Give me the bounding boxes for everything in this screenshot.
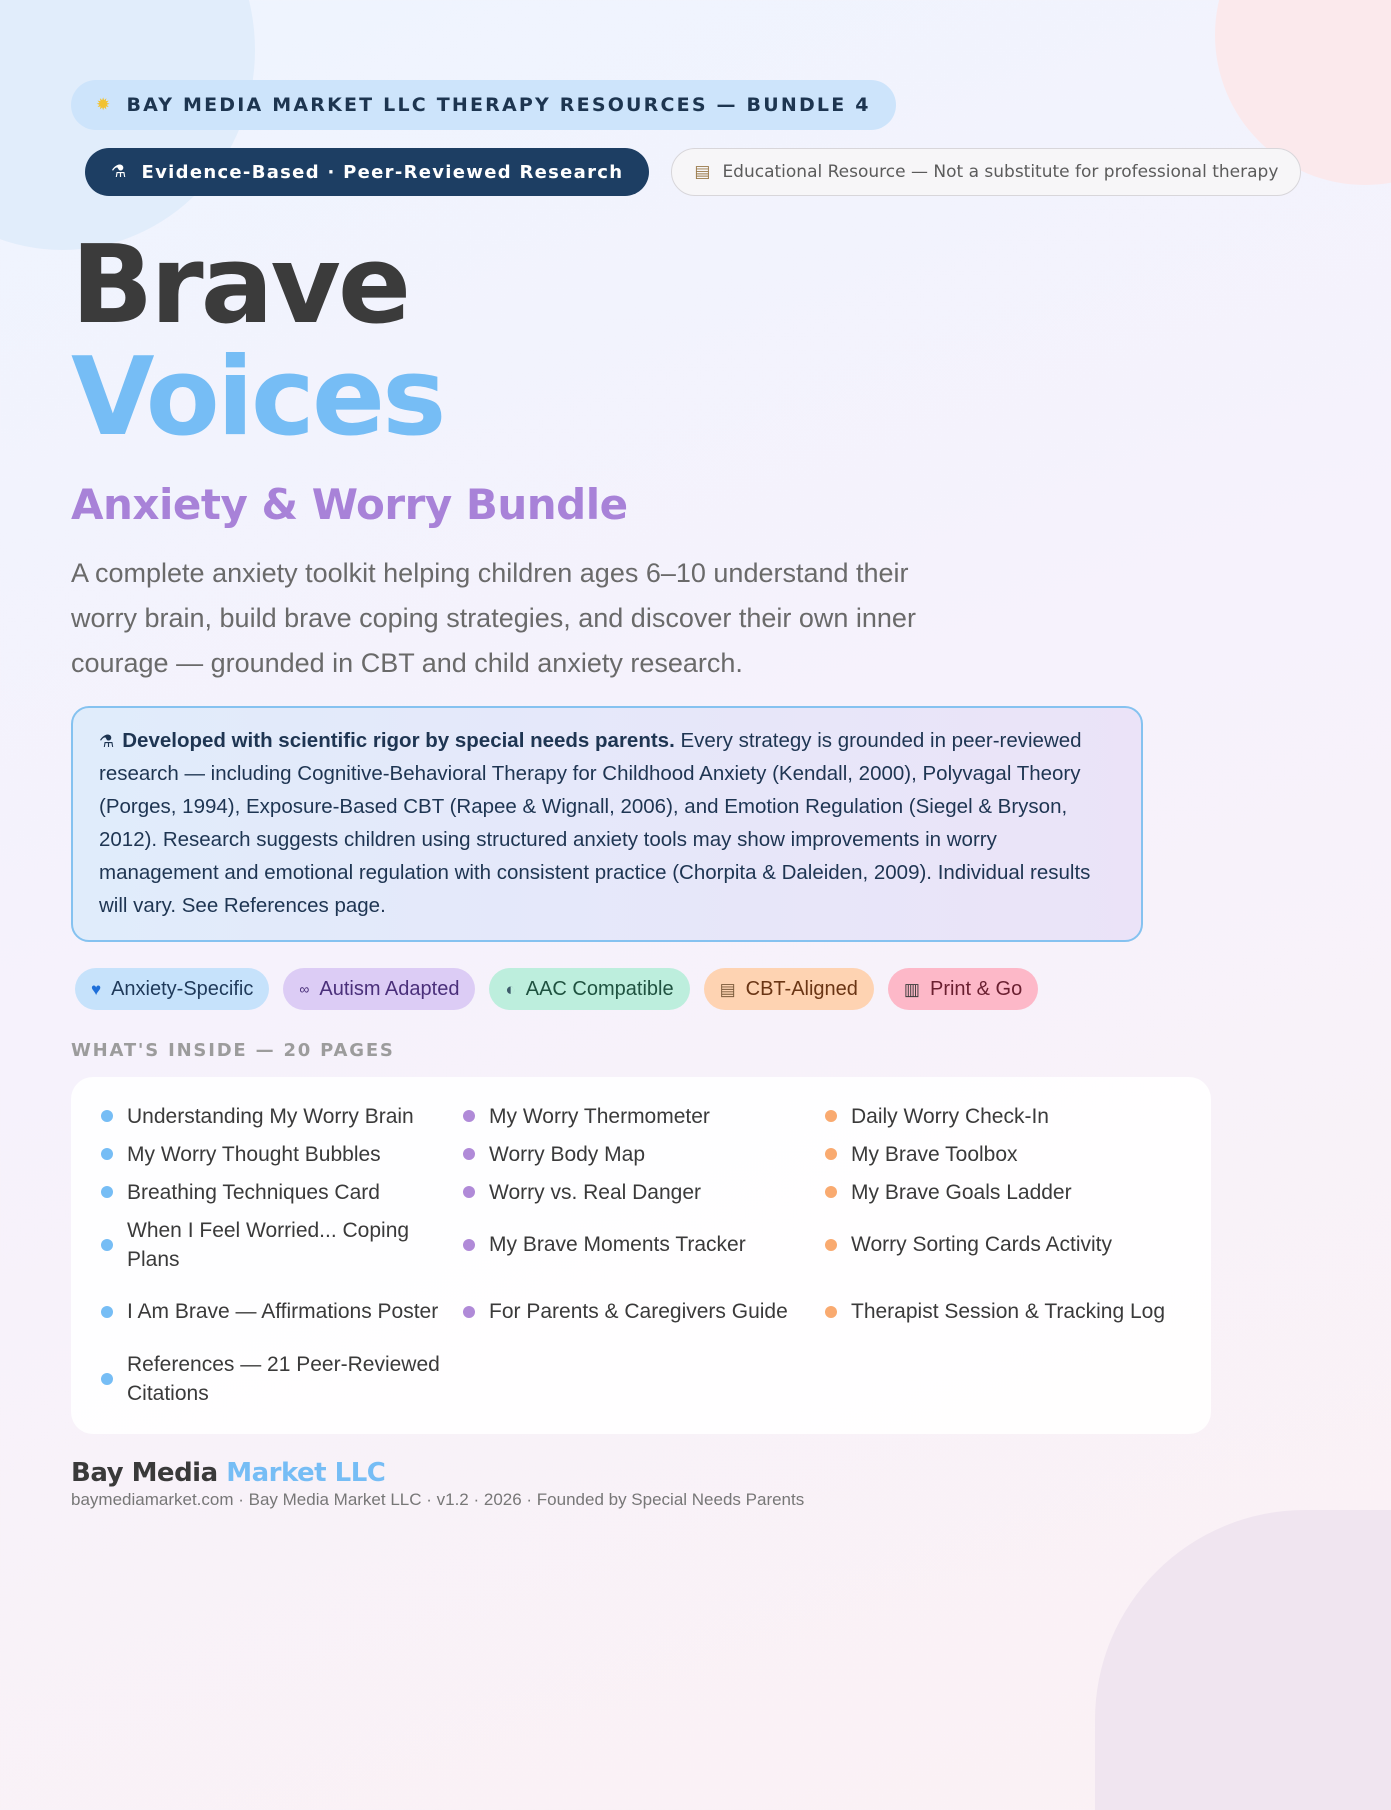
bullet-dot: [101, 1239, 113, 1251]
tag-label: Anxiety-Specific: [111, 977, 254, 1000]
disclaimer-badge: [671, 148, 1301, 196]
decorative-blob-bottom-right: [1095, 1510, 1391, 1810]
bullet-dot: [825, 1110, 837, 1122]
research-note-bold: Developed with scientific rigor by special needs parents.: [122, 729, 675, 752]
list-item: [825, 1211, 1187, 1278]
bullet-dot: [463, 1186, 475, 1198]
research-note-body: Every strategy is grounded in peer-reviewed research — including Cognitive-Behavioral Therapy for Childhood Anxiety (Kendall, 2000), Polyvagal Theory (Porges, 1994), Exposure-Based CBT (Rapee & Wignall, 2006), and Emotion Regulation (Siegel & Bryson, 2012). Research suggests children using structured anxiety tools may show improvements in worry management and emotional regulation with consistent practice (Chorpita & Daleiden, 2009). Individual results will vary. See References page.: [99, 729, 1091, 917]
bullet-dot: [463, 1306, 475, 1318]
bullet-dot: [101, 1186, 113, 1198]
list-item-label: Understanding My Worry Brain: [127, 1104, 414, 1128]
inside-column-2: [463, 1097, 825, 1412]
evidence-badge: [85, 148, 649, 196]
whats-inside-card: [71, 1077, 1211, 1434]
list-item-label: My Worry Thermometer: [489, 1104, 710, 1128]
list-item-label: Worry Body Map: [489, 1142, 645, 1166]
list-item-label: Worry vs. Real Danger: [489, 1180, 702, 1204]
list-item: [825, 1097, 1187, 1135]
tag-label: CBT-Aligned: [745, 977, 858, 1000]
list-item: [463, 1097, 825, 1135]
printer-icon: ▥: [903, 979, 920, 999]
footer-brand-name: Bay Media: [71, 1458, 227, 1488]
bundle-description: A complete anxiety toolkit helping children ages 6–10 understand their worry brain, build brave coping strategies, and discover their own inner courage — grounded in CBT and child anxiety research.: [71, 558, 916, 678]
list-item: [463, 1135, 825, 1173]
badge-row: [85, 148, 1311, 196]
microscope-icon: ⚗: [111, 161, 128, 182]
list-item: [463, 1173, 825, 1211]
tag-anxiety-specific: [75, 968, 269, 1010]
microscope-icon: ⚗: [99, 732, 115, 751]
whats-inside-label: WHAT'S INSIDE — 20 PAGES: [71, 1040, 395, 1061]
list-item-label: Worry Sorting Cards Activity: [851, 1233, 1113, 1256]
bullet-dot: [825, 1148, 837, 1160]
bullet-dot: [825, 1306, 837, 1318]
list-item-label: My Worry Thought Bubbles: [127, 1142, 381, 1166]
list-item: [101, 1211, 463, 1278]
lightbulb-icon: ✹: [96, 94, 113, 115]
list-item-label: Therapist Session & Tracking Log: [851, 1300, 1165, 1323]
clipboard-icon: ▤: [694, 161, 711, 182]
list-item: [825, 1173, 1187, 1211]
tag-label: Autism Adapted: [319, 977, 460, 1000]
list-item: [101, 1345, 463, 1412]
tag-aac-compatible: [489, 968, 689, 1010]
list-item-label: I Am Brave — Affirmations Poster: [127, 1300, 439, 1323]
list-item-label: My Brave Toolbox: [851, 1142, 1018, 1166]
bullet-dot: [101, 1306, 113, 1318]
list-item-label: References — 21 Peer-Reviewed Citations: [127, 1352, 440, 1405]
research-note: [71, 706, 1143, 942]
list-item: [101, 1173, 463, 1211]
bullet-dot: [101, 1373, 113, 1385]
tag-label: Print & Go: [929, 977, 1023, 1000]
bundle-banner: [71, 80, 896, 130]
list-item: [463, 1278, 825, 1345]
clipboard-icon: ▤: [719, 979, 736, 999]
bundle-subtitle: Anxiety & Worry Bundle: [71, 480, 628, 529]
bullet-dot: [825, 1239, 837, 1251]
footer-brand: [71, 1458, 1311, 1488]
blue-heart-icon: ♥: [91, 979, 102, 999]
feature-tags: [75, 968, 1311, 1010]
list-item: [825, 1135, 1187, 1173]
inside-column-3: [825, 1097, 1187, 1412]
tag-label: AAC Compatible: [525, 977, 674, 1000]
cover-content: [71, 80, 1311, 1510]
tag-autism-adapted: [283, 968, 475, 1010]
evidence-badge-text: Evidence-Based · Peer-Reviewed Research: [141, 161, 624, 183]
list-item: [101, 1135, 463, 1173]
title-brave: Brave: [71, 223, 409, 348]
bullet-dot: [101, 1110, 113, 1122]
infinity-icon: ∞: [299, 981, 310, 997]
list-item-label: My Brave Goals Ladder: [851, 1180, 1072, 1204]
disclaimer-badge-text: Educational Resource — Not a substitute for professional therapy: [722, 162, 1279, 182]
tag-print-and-go: [888, 968, 1038, 1010]
bullet-dot: [101, 1148, 113, 1160]
list-item-label: Daily Worry Check-In: [851, 1104, 1049, 1128]
title-voices: Voices: [71, 335, 444, 460]
list-item-label: My Brave Moments Tracker: [489, 1233, 746, 1256]
footer-brand-accent: Market LLC: [226, 1458, 386, 1488]
list-item-label: For Parents & Caregivers Guide: [489, 1300, 788, 1323]
footer-info: baymediamarket.com · Bay Media Market LLC · v1.2 · 2026 · Founded by Special Needs Parents: [71, 1490, 805, 1509]
list-item-label: Breathing Techniques Card: [127, 1180, 380, 1204]
tag-cbt-aligned: [704, 968, 874, 1010]
list-item: [825, 1278, 1187, 1345]
bundle-banner-text: BAY MEDIA MARKET LLC THERAPY RESOURCES — BUNDLE 4: [126, 94, 871, 116]
bullet-dot: [463, 1148, 475, 1160]
list-item: [463, 1211, 825, 1278]
bullet-dot: [463, 1239, 475, 1251]
inside-column-1: [101, 1097, 463, 1412]
list-item-label: When I Feel Worried... Coping Plans: [127, 1218, 410, 1271]
bullet-dot: [463, 1110, 475, 1122]
speaking-head-icon: ◐: [505, 979, 516, 999]
bullet-dot: [825, 1186, 837, 1198]
list-item: [101, 1097, 463, 1135]
list-item: [101, 1278, 463, 1345]
